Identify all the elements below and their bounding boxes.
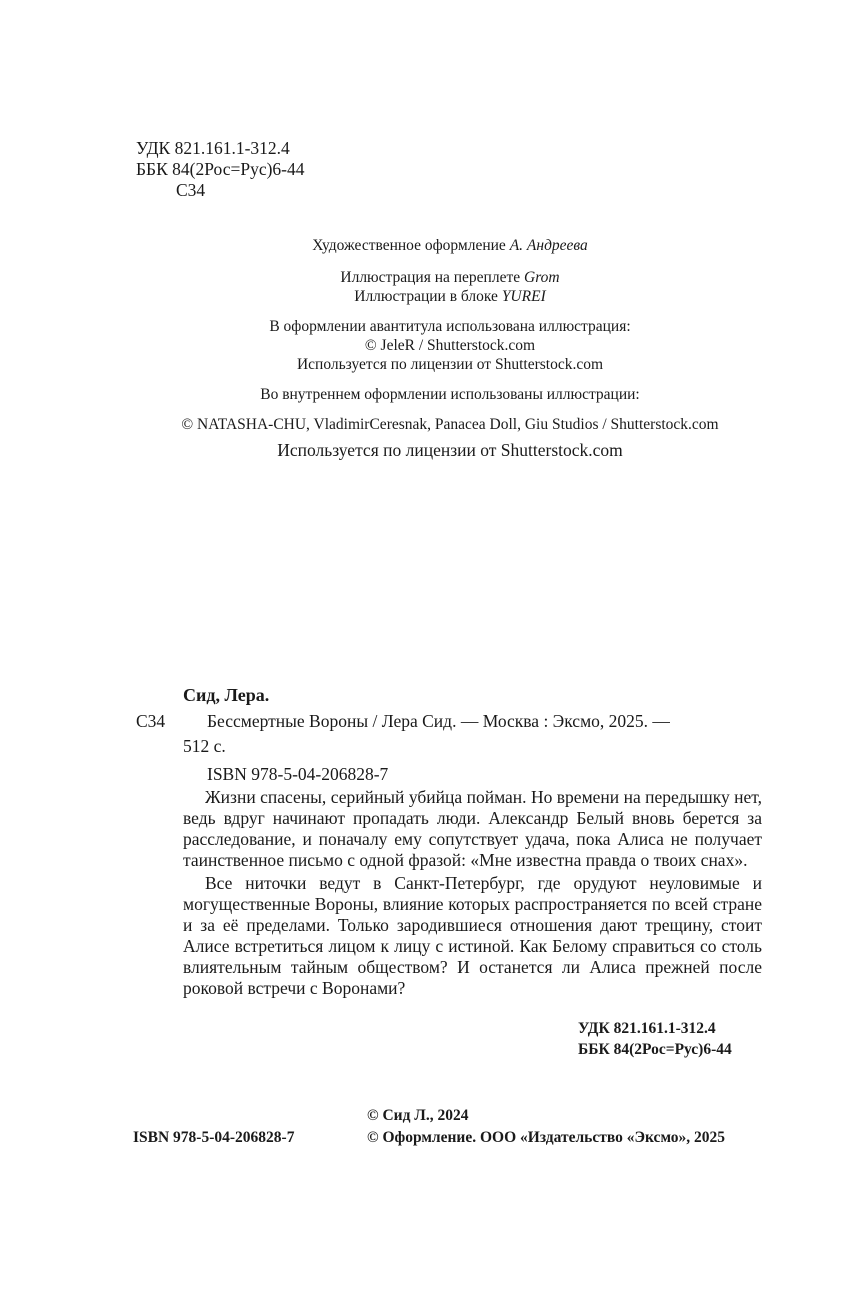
design-credit <box>120 236 780 255</box>
biblio-title-line1: Бессмертные Вороны / Лера Сид. — Москва : Эксмо, 2025. — <box>207 711 670 731</box>
cover-illustration-credit <box>120 268 780 287</box>
design-credit-name: А. Андреева <box>509 237 588 254</box>
bbk-code-top: ББК 84(2Рос=Рус)6-44 <box>136 159 305 179</box>
biblio-mark: С34 <box>136 711 166 731</box>
interior-line: Во внутреннем оформлении использованы иллюстрации: <box>260 386 640 403</box>
bbk-code-bottom: ББК 84(2Рос=Рус)6-44 <box>578 1041 732 1058</box>
annotation-paragraph-2: Все ниточки ведут в Санкт-Петербург, где орудуют неуловимые и могущественные Вороны, влияние которых распространяется по всей стране и за её пределами. Только зародившиеся отношения дают трещину, стоит Алисе встретиться лицом к лицу с истиной. Как Белому справиться со столь влиятельным тайным обществом? И останется ли Алиса прежней после роковой встречи с Воронами? <box>183 873 762 998</box>
footer-isbn: ISBN 978-5-04-206828-7 <box>133 1129 295 1146</box>
annotation <box>183 787 762 999</box>
udk-code-top: УДК 821.161.1-312.4 <box>136 138 290 158</box>
interior-credit: © NATASHA-CHU, VladimirCeresnak, Panacea Doll, Giu Studios / Shutterstock.com <box>181 416 719 433</box>
cover-credit-prefix: Иллюстрация на переплете <box>340 269 524 286</box>
copyright-author: © Сид Л., 2024 <box>367 1107 469 1124</box>
author-mark-top: С34 <box>176 180 206 200</box>
design-credit-prefix: Художественное оформление <box>312 237 510 254</box>
antetitle-line: В оформлении авантитула использована иллюстрация: <box>269 318 631 335</box>
copyright-design: © Оформление. ООО «Издательство «Эксмо», 2025 <box>367 1129 726 1146</box>
udk-code-bottom: УДК 821.161.1-312.4 <box>578 1020 716 1037</box>
interior-license: Используется по лицензии от Shutterstock.com <box>277 440 623 460</box>
block-credit-name: YUREI <box>501 288 546 305</box>
block-illustration-credit <box>120 287 780 306</box>
biblio-isbn: ISBN 978-5-04-206828-7 <box>207 764 389 784</box>
annotation-paragraph-1: Жизни спасены, серийный убийца пойман. Но времени на передышку нет, ведь вдруг начинают пропадать люди. Александр Белый вновь берется за расследование, и поначалу ему сопутствует удача, пока Алиса не получает таинственное письмо с одной фразой: «Мне известна правда о твоих снах». <box>183 787 762 870</box>
block-credit-prefix: Иллюстрации в блоке <box>354 288 502 305</box>
biblio-author: Сид, Лера. <box>183 685 270 705</box>
antetitle-credit: © JeleR / Shutterstock.com <box>364 337 536 354</box>
biblio-title-line2: 512 с. <box>183 736 226 756</box>
antetitle-license: Используется по лицензии от Shutterstock.com <box>296 356 604 373</box>
cover-credit-name: Grom <box>524 269 560 286</box>
